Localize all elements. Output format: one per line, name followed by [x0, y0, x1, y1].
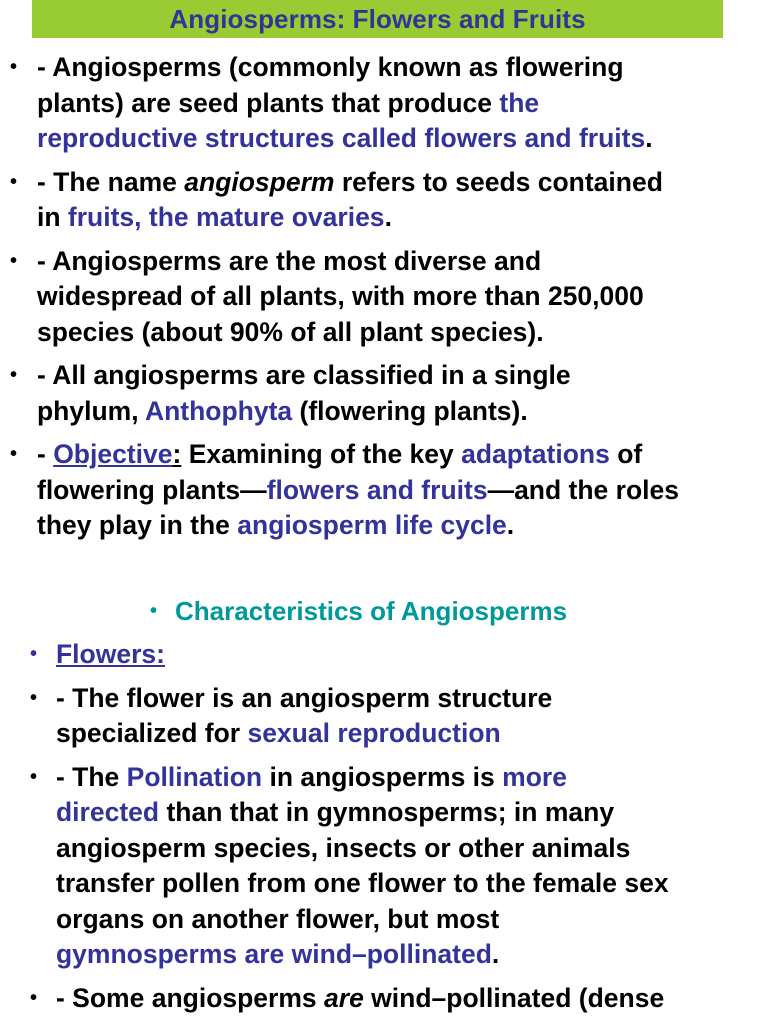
bullet-phylum: • - All angiosperms are classified in a single phylum, Anthophyta (flowering plants).	[10, 360, 571, 426]
bullet-icon: •	[150, 599, 158, 622]
slide-title: Angiosperms: Flowers and Fruits	[169, 3, 586, 34]
flowers-label-item	[0, 637, 768, 673]
bullet-flower-structure: • - The flower is an angiosperm structure specialized for sexual reproduction	[30, 682, 553, 748]
bullet-icon: •	[30, 686, 38, 709]
bullet-icon: •	[10, 443, 18, 465]
bullet-name-meaning: • - The name angiosperm refers to seeds contained in fruits, the mature ovaries.	[10, 166, 663, 232]
bullet-icon: •	[10, 249, 18, 272]
slide-title-bar	[32, 0, 723, 38]
bullet-diversity: • - Angiosperms are the most diverse and widespread of all plants, with more than 250,000 species (about 90% of all plant species).	[10, 245, 644, 347]
section-heading: • Characteristics of Angiosperms	[0, 594, 768, 630]
bullet-wind-pollinated: • - Some angiosperms are wind–pollinated (dense	[0, 981, 768, 1017]
bullet-icon: •	[30, 765, 38, 788]
bullet-icon: •	[10, 170, 18, 193]
bullet-objective: • - Objective: Examining of the key adaptations of flowering plants—flowers and fruits—and the roles they play in the angiosperm life cycle.	[10, 439, 679, 540]
bullet-pollination: • - The Pollination in angiosperms is more directed than that in gymnosperms; in many angiosperm species, insects or other animals transfer pollen from one flower to the female sex organs on another flower, but most gymnosperms are wind–pollinated.	[30, 761, 669, 969]
bullet-definition: • - Angiosperms (commonly known as flowering plants) are seed plants that produce the reproductive structures called flowers and fruits.	[10, 52, 653, 153]
bullet-list	[0, 50, 768, 1016]
bullet-icon: •	[10, 56, 18, 78]
bullet-icon: •	[10, 364, 18, 386]
flowers-label: Flowers:	[56, 639, 165, 669]
bullet-icon: •	[30, 643, 38, 665]
bullet-icon: •	[30, 986, 38, 1009]
